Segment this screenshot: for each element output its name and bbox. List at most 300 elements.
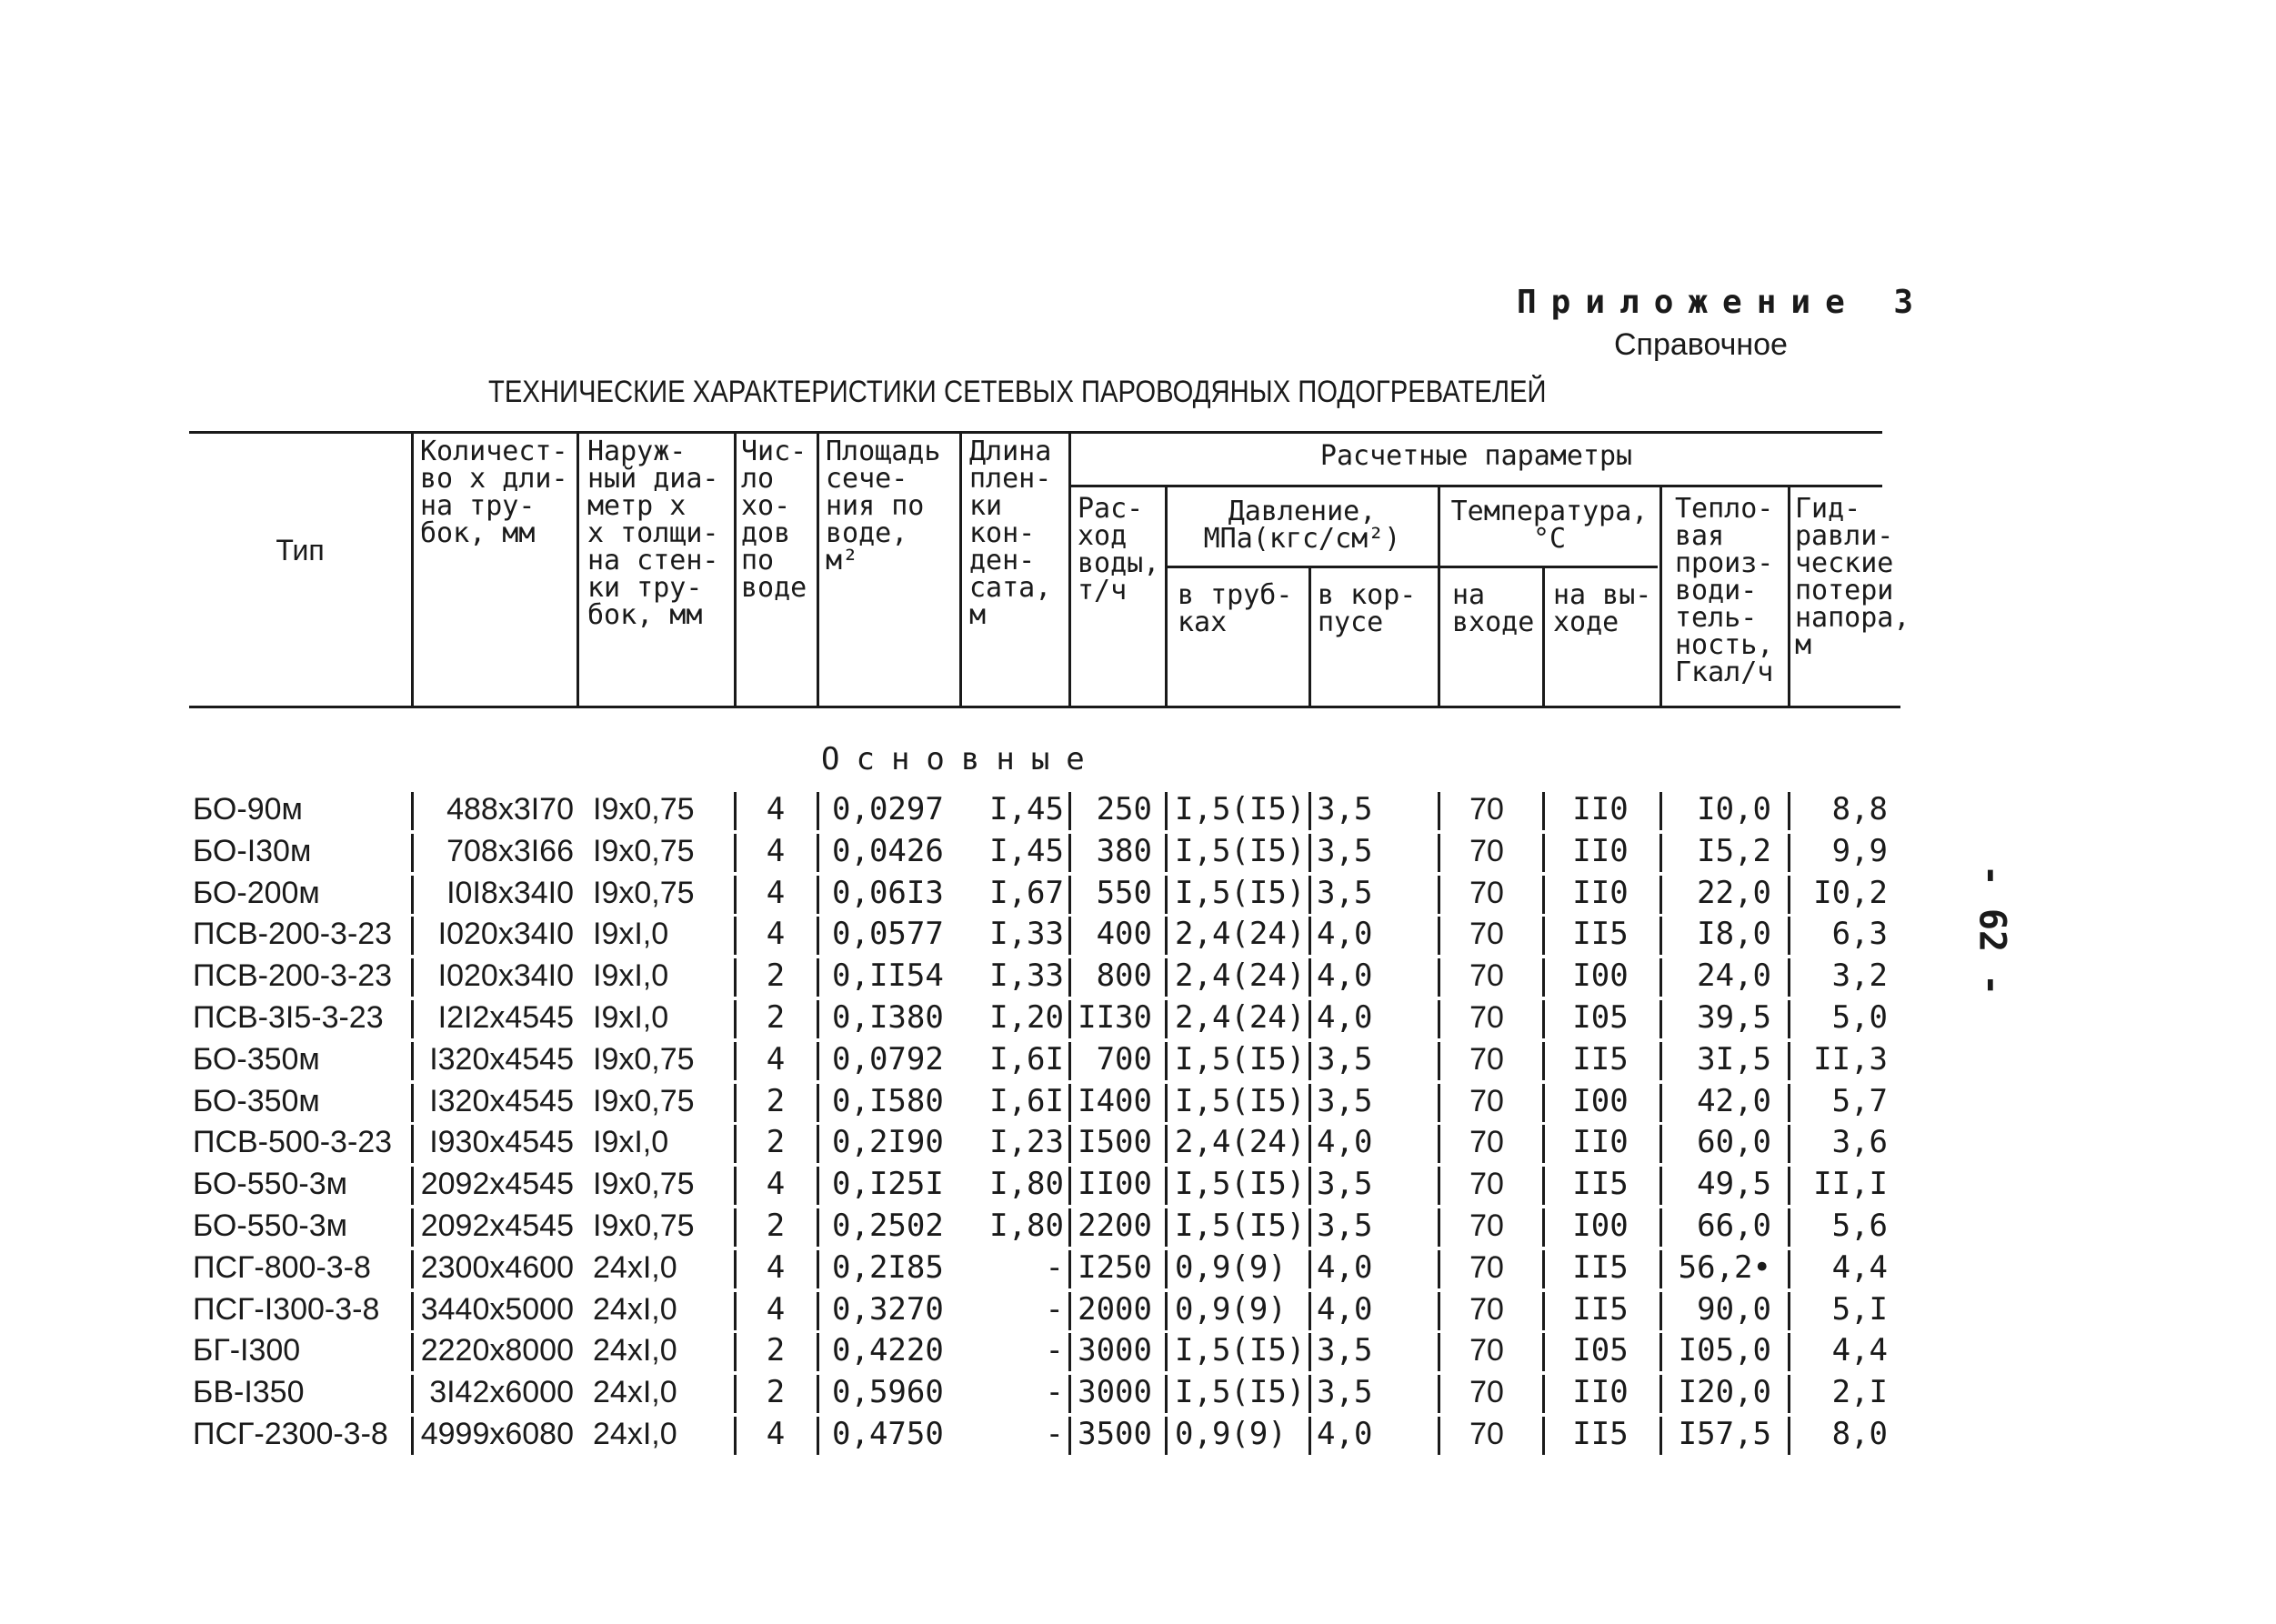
table-row (0, 1288, 2276, 1330)
row-divider (1068, 1333, 1071, 1371)
row-divider (1068, 1417, 1071, 1455)
cell-area: 0,II54 (832, 957, 944, 995)
row-divider (1659, 1375, 1662, 1413)
row-divider (1165, 1333, 1168, 1371)
row-divider (1165, 1167, 1168, 1205)
row-divider (1165, 1042, 1168, 1080)
cell-p-shell: 3,5 (1317, 874, 1373, 911)
row-divider (1438, 1042, 1440, 1080)
row-divider (1068, 834, 1071, 872)
row-divider (1438, 1375, 1440, 1413)
row-divider (817, 834, 819, 872)
row-divider (817, 1375, 819, 1413)
cell-area: 0,I580 (832, 1082, 944, 1119)
cell-t-in: 70 (1469, 1167, 1504, 1202)
cell-loss: 4,4 (1831, 1248, 1888, 1286)
cell-p-tube: 2,4(24) (1175, 916, 1306, 953)
cell-p-shell: 3,5 (1317, 1040, 1373, 1078)
cell-t-out: I05 (1572, 1332, 1629, 1369)
row-divider (1308, 917, 1311, 955)
cell-area: 0,4220 (832, 1332, 944, 1369)
row-divider (1659, 1125, 1662, 1163)
cell-p-shell: 3,5 (1317, 1374, 1373, 1411)
row-divider (1165, 834, 1168, 872)
cell-passes: 4 (766, 916, 786, 953)
row-divider (817, 917, 819, 955)
row-divider (734, 1292, 737, 1330)
row-divider (411, 1000, 414, 1038)
cell-film: I,23 (989, 1124, 1064, 1161)
cell-type: БО-550-3м (193, 1167, 348, 1202)
cell-area: 0,0577 (832, 916, 944, 953)
row-divider (1542, 1292, 1545, 1330)
cell-diam: I9x0,75 (593, 833, 695, 868)
row-divider (411, 834, 414, 872)
row-divider (1659, 876, 1662, 914)
cell-film: I,45 (989, 832, 1064, 869)
cell-t-in: 70 (1469, 833, 1504, 868)
cell-flow: 3000 (1078, 1374, 1152, 1411)
cell-p-shell: 4,0 (1317, 1124, 1373, 1161)
row-divider (734, 1167, 737, 1205)
col-divider (734, 431, 737, 708)
cell-diam: I9x0,75 (593, 1208, 695, 1243)
cell-passes: 2 (766, 1374, 786, 1411)
row-divider (1308, 1250, 1311, 1288)
cell-film: I,80 (989, 1166, 1064, 1203)
cell-t-in: 70 (1469, 1125, 1504, 1160)
cell-p-shell: 4,0 (1317, 1248, 1373, 1286)
row-divider (1438, 834, 1440, 872)
row-divider (1068, 1000, 1071, 1038)
cell-heat: I05,0 (1678, 1332, 1771, 1369)
cell-heat: 66,0 (1697, 1208, 1771, 1244)
row-divider (1788, 958, 1790, 997)
row-divider (1542, 1125, 1545, 1163)
cell-t-in: 70 (1469, 917, 1504, 952)
cell-count: I320x4545 (429, 1083, 574, 1118)
cell-t-out: II0 (1572, 832, 1629, 869)
row-divider (1165, 1250, 1168, 1288)
row-divider (1438, 1125, 1440, 1163)
cell-passes: 2 (766, 1124, 786, 1161)
row-divider (1788, 834, 1790, 872)
cell-loss: 5,0 (1831, 999, 1888, 1036)
row-divider (734, 1125, 737, 1163)
cell-count: 488x3I70 (446, 792, 574, 827)
row-divider (1788, 876, 1790, 914)
table-row (0, 1121, 2276, 1163)
cell-flow: I250 (1078, 1248, 1152, 1286)
row-divider (1659, 792, 1662, 830)
cell-flow: 550 (1096, 874, 1152, 911)
cell-heat: 22,0 (1697, 874, 1771, 911)
cell-p-shell: 3,5 (1317, 1332, 1373, 1369)
cell-t-in: 70 (1469, 1333, 1504, 1368)
row-divider (1542, 1417, 1545, 1455)
row-divider (1068, 1208, 1071, 1247)
row-divider (1438, 792, 1440, 830)
cell-p-tube: I,5(I5) (1175, 1040, 1306, 1078)
row-divider (817, 792, 819, 830)
table-row (0, 1163, 2276, 1205)
cell-p-tube: I,5(I5) (1175, 1082, 1306, 1119)
cell-area: 0,2502 (832, 1208, 944, 1244)
row-divider (1542, 1375, 1545, 1413)
row-divider (817, 1000, 819, 1038)
row-divider (1659, 834, 1662, 872)
row-divider (1542, 834, 1545, 872)
cell-passes: 4 (766, 1416, 786, 1452)
row-divider (1542, 917, 1545, 955)
cell-area: 0,I25I (832, 1166, 944, 1203)
row-divider (734, 792, 737, 830)
row-divider (1788, 1000, 1790, 1038)
cell-type: БО-I30м (193, 833, 312, 868)
table-row (0, 1205, 2276, 1247)
section-label: Основные (821, 741, 1101, 777)
cell-type: ПСГ-2300-3-8 (193, 1417, 388, 1451)
cell-area: 0,2I85 (832, 1248, 944, 1286)
cell-t-in: 70 (1469, 1249, 1504, 1285)
table-row (0, 1038, 2276, 1080)
row-divider (1659, 1208, 1662, 1247)
cell-loss: I0,2 (1813, 874, 1888, 911)
header-area: Площадь сече- ния по воде, м² (826, 436, 941, 576)
row-divider (1659, 1417, 1662, 1455)
row-divider (411, 1167, 414, 1205)
cell-heat: 3I,5 (1697, 1040, 1771, 1078)
row-divider (1438, 1292, 1440, 1330)
row-divider (1788, 1084, 1790, 1122)
cell-count: I0I8x34I0 (446, 875, 574, 910)
cell-p-shell: 3,5 (1317, 1166, 1373, 1203)
row-divider (1438, 1000, 1440, 1038)
cell-passes: 4 (766, 832, 786, 869)
row-divider (734, 1000, 737, 1038)
col-divider (577, 431, 579, 708)
cell-t-out: II0 (1572, 1374, 1629, 1411)
cell-type: ПСВ-500-3-23 (193, 1125, 393, 1160)
cell-t-out: II5 (1572, 1416, 1629, 1452)
appendix-label: Приложение 3 (1517, 284, 1929, 321)
row-divider (1438, 1333, 1440, 1371)
cell-diam: I9x0,75 (593, 1041, 695, 1077)
cell-flow: II30 (1078, 999, 1152, 1036)
row-divider (411, 1042, 414, 1080)
cell-loss: 4,4 (1831, 1332, 1888, 1369)
cell-t-out: I00 (1572, 1082, 1629, 1119)
row-divider (1068, 876, 1071, 914)
header-type: Тип (276, 534, 325, 566)
row-divider (1438, 876, 1440, 914)
row-divider (411, 792, 414, 830)
cell-film: I,6I (989, 1040, 1064, 1078)
cell-passes: 4 (766, 1040, 786, 1078)
cell-t-in: 70 (1469, 1083, 1504, 1118)
cell-loss: 2,I (1831, 1374, 1888, 1411)
cell-p-tube: 0,9(9) (1175, 1248, 1287, 1286)
cell-film: I,45 (989, 791, 1064, 827)
row-divider (1788, 1333, 1790, 1371)
cell-passes: 4 (766, 1248, 786, 1286)
cell-loss: 9,9 (1831, 832, 1888, 869)
cell-diam: I9xI,0 (593, 1125, 669, 1160)
cell-count: 3440x5000 (420, 1291, 574, 1327)
row-divider (734, 1417, 737, 1455)
cell-p-shell: 4,0 (1317, 1290, 1373, 1328)
cell-flow: I400 (1078, 1082, 1152, 1119)
cell-type: БО-350м (193, 1041, 320, 1077)
row-divider (1788, 1375, 1790, 1413)
cell-area: 0,0792 (832, 1040, 944, 1078)
row-divider (734, 876, 737, 914)
cell-heat: 60,0 (1697, 1124, 1771, 1161)
cell-count: 2300x4600 (420, 1249, 574, 1285)
pressure-temp-rule (1167, 566, 1658, 568)
row-divider (1068, 958, 1071, 997)
row-divider (1308, 958, 1311, 997)
header-in-tubes: в труб- ках (1178, 579, 1293, 638)
row-divider (734, 1208, 737, 1247)
row-divider (734, 917, 737, 955)
row-divider (1165, 1375, 1168, 1413)
cell-passes: 4 (766, 874, 786, 911)
cell-passes: 4 (766, 791, 786, 827)
cell-type: ПСВ-200-3-23 (193, 917, 393, 952)
cell-heat: I0,0 (1697, 791, 1771, 827)
cell-p-tube: 2,4(24) (1175, 999, 1306, 1036)
row-divider (1068, 1125, 1071, 1163)
row-divider (1068, 1167, 1071, 1205)
row-divider (411, 1375, 414, 1413)
col-divider (1542, 566, 1545, 708)
cell-diam: I9x0,75 (593, 1167, 695, 1202)
cell-p-shell: 4,0 (1317, 1416, 1373, 1452)
cell-count: I320x4545 (429, 1041, 574, 1077)
row-divider (1308, 1125, 1311, 1163)
cell-flow: 400 (1096, 916, 1152, 953)
cell-p-shell: 4,0 (1317, 957, 1373, 995)
row-divider (411, 958, 414, 997)
cell-p-tube: I,5(I5) (1175, 1208, 1306, 1244)
cell-diam: I9x0,75 (593, 875, 695, 910)
cell-flow: 3000 (1078, 1332, 1152, 1369)
row-divider (1308, 792, 1311, 830)
row-divider (817, 876, 819, 914)
cell-t-out: II5 (1572, 1248, 1629, 1286)
cell-area: 0,4750 (832, 1416, 944, 1452)
row-divider (1659, 917, 1662, 955)
cell-diam: I9x0,75 (593, 792, 695, 827)
row-divider (1542, 1167, 1545, 1205)
cell-flow: 2200 (1078, 1208, 1152, 1244)
row-divider (817, 1292, 819, 1330)
cell-area: 0,0297 (832, 791, 944, 827)
cell-count: 708x3I66 (446, 833, 574, 868)
cell-p-tube: I,5(I5) (1175, 832, 1306, 869)
row-divider (411, 876, 414, 914)
cell-p-shell: 4,0 (1317, 916, 1373, 953)
cell-film: I,80 (989, 1208, 1064, 1244)
row-divider (1788, 1125, 1790, 1163)
cell-t-out: II0 (1572, 791, 1629, 827)
cell-diam: 24xI,0 (593, 1417, 677, 1451)
cell-passes: 2 (766, 957, 786, 995)
row-divider (817, 1208, 819, 1247)
row-divider (1788, 1292, 1790, 1330)
cell-count: 2220x8000 (420, 1333, 574, 1368)
cell-loss: II,3 (1813, 1040, 1888, 1078)
col-divider (411, 431, 414, 708)
table-row (0, 1371, 2276, 1413)
cell-type: БО-90м (193, 792, 303, 827)
header-water-flow: Рас- ход воды, т/ч (1078, 493, 1160, 606)
header-outer-diameter: Наруж- ный диа- метр x x толщи- на стен- ки тру- бок, мм (587, 436, 719, 631)
cell-passes: 2 (766, 1332, 786, 1369)
cell-count: I930x4545 (429, 1125, 574, 1160)
row-divider (1659, 1333, 1662, 1371)
header-temperature: Температура, °С (1450, 496, 1649, 555)
row-divider (1659, 1292, 1662, 1330)
row-divider (734, 1250, 737, 1288)
row-divider (1165, 1208, 1168, 1247)
cell-diam: I9xI,0 (593, 917, 669, 952)
cell-area: 0,5960 (832, 1374, 944, 1411)
row-divider (734, 1375, 737, 1413)
cell-type: ПСГ-800-3-8 (193, 1249, 371, 1285)
cell-passes: 2 (766, 1082, 786, 1119)
cell-heat: 42,0 (1697, 1082, 1771, 1119)
table-row (0, 913, 2276, 955)
header-in-shell: в кор- пусе (1318, 579, 1417, 638)
cell-diam: I9x0,75 (593, 1083, 695, 1118)
row-divider (817, 1042, 819, 1080)
col-divider (1659, 485, 1662, 708)
row-divider (1438, 958, 1440, 997)
cell-loss: 8,8 (1831, 791, 1888, 827)
cell-flow: 380 (1096, 832, 1152, 869)
row-divider (1438, 1084, 1440, 1122)
row-divider (1068, 1250, 1071, 1288)
row-divider (734, 834, 737, 872)
header-inlet: на входе (1452, 579, 1535, 638)
col-divider (1788, 485, 1790, 708)
row-divider (1788, 1417, 1790, 1455)
cell-p-tube: I,5(I5) (1175, 1332, 1306, 1369)
cell-count: I020x34I0 (437, 917, 574, 952)
cell-t-in: 70 (1469, 1291, 1504, 1327)
cell-t-out: I00 (1572, 957, 1629, 995)
cell-diam: I9xI,0 (593, 958, 669, 994)
cell-loss: 5,I (1831, 1290, 1888, 1328)
cell-heat: 39,5 (1697, 999, 1771, 1036)
header-outlet: на вы- ходе (1553, 579, 1652, 638)
col-divider (1308, 566, 1311, 708)
row-divider (1788, 1167, 1790, 1205)
cell-p-tube: 2,4(24) (1175, 1124, 1306, 1161)
cell-loss: 5,6 (1831, 1208, 1888, 1244)
cell-t-out: II5 (1572, 1166, 1629, 1203)
row-divider (1308, 1042, 1311, 1080)
row-divider (1068, 792, 1071, 830)
cell-type: БГ-I300 (193, 1333, 301, 1368)
table-top-rule (189, 431, 1882, 434)
cell-passes: 2 (766, 999, 786, 1036)
cell-t-in: 70 (1469, 1208, 1504, 1243)
cell-passes: 4 (766, 1290, 786, 1328)
cell-passes: 2 (766, 1208, 786, 1244)
row-divider (817, 1125, 819, 1163)
cell-film: - (1045, 1290, 1064, 1328)
row-divider (1068, 1042, 1071, 1080)
cell-count: I020x34I0 (437, 958, 574, 994)
row-divider (817, 958, 819, 997)
cell-flow: 800 (1096, 957, 1152, 995)
row-divider (1788, 1208, 1790, 1247)
header-calc-params: Расчетные параметры (1319, 440, 1633, 472)
col-divider (817, 431, 819, 708)
cell-count: 2092x4545 (420, 1167, 574, 1202)
row-divider (411, 1250, 414, 1288)
row-divider (1788, 1042, 1790, 1080)
cell-count: 4999x6080 (420, 1417, 574, 1451)
row-divider (817, 1333, 819, 1371)
cell-t-out: II0 (1572, 1124, 1629, 1161)
row-divider (1308, 1375, 1311, 1413)
table-row (0, 872, 2276, 914)
row-divider (1659, 1167, 1662, 1205)
cell-flow: 2000 (1078, 1290, 1152, 1328)
cell-heat: 90,0 (1697, 1290, 1771, 1328)
page-number: - 62 - (1970, 864, 2013, 997)
row-divider (1542, 1250, 1545, 1288)
cell-passes: 4 (766, 1166, 786, 1203)
row-divider (817, 1250, 819, 1288)
cell-heat: 56,2• (1678, 1248, 1771, 1286)
row-divider (1165, 1000, 1168, 1038)
cell-t-out: II5 (1572, 916, 1629, 953)
cell-t-out: I05 (1572, 999, 1629, 1036)
row-divider (734, 1042, 737, 1080)
row-divider (1788, 1250, 1790, 1288)
row-divider (411, 1417, 414, 1455)
row-divider (1308, 1084, 1311, 1122)
row-divider (1438, 1208, 1440, 1247)
cell-diam: 24xI,0 (593, 1249, 677, 1285)
cell-flow: 700 (1096, 1040, 1152, 1078)
cell-film: - (1045, 1374, 1064, 1411)
row-divider (1542, 792, 1545, 830)
row-divider (1438, 1250, 1440, 1288)
row-divider (411, 1125, 414, 1163)
table-row (0, 1080, 2276, 1122)
cell-p-tube: I,5(I5) (1175, 1166, 1306, 1203)
cell-p-shell: 3,5 (1317, 1082, 1373, 1119)
row-divider (1438, 1417, 1440, 1455)
row-divider (1165, 1417, 1168, 1455)
row-divider (734, 958, 737, 997)
calc-params-rule (1070, 485, 1882, 487)
cell-count: 3I42x6000 (429, 1375, 574, 1410)
table-row (0, 1413, 2276, 1455)
row-divider (411, 1292, 414, 1330)
cell-count: I2I2x4545 (437, 1000, 574, 1035)
cell-t-in: 70 (1469, 1041, 1504, 1077)
row-divider (1165, 876, 1168, 914)
row-divider (1438, 1167, 1440, 1205)
cell-p-shell: 4,0 (1317, 999, 1373, 1036)
